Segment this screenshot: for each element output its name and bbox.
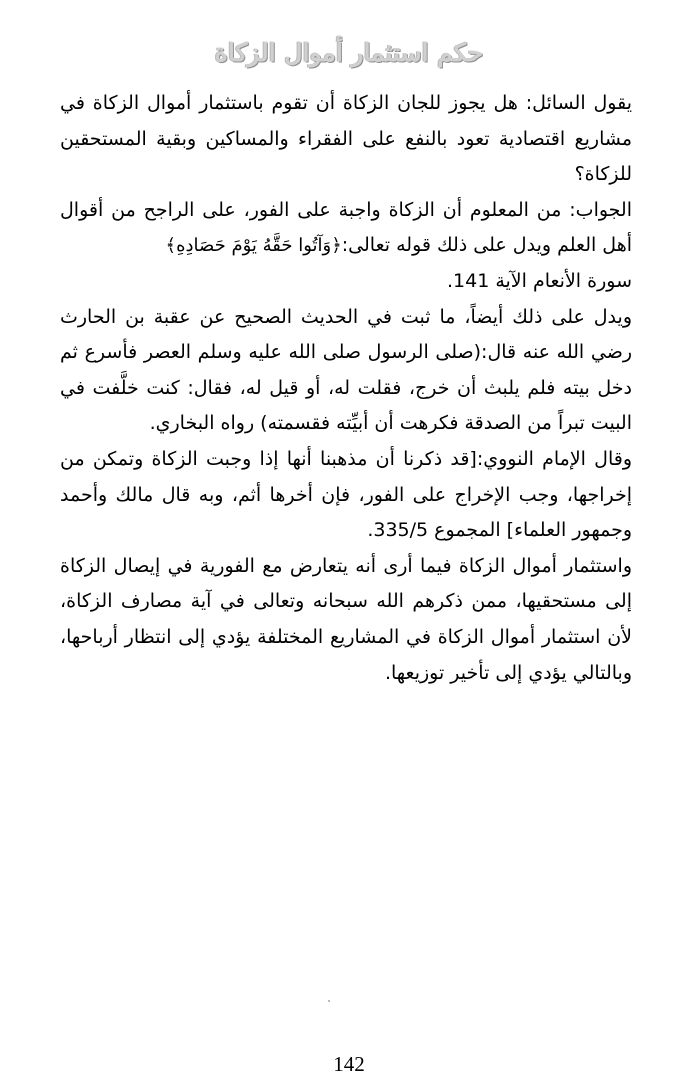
answer-intro: الجواب: من المعلوم أن الزكاة واجبة على الفور، على الراجح من أقوال أهل العلم ويدل على ذلك قوله تعالى: [60, 198, 632, 257]
scan-dot [328, 1000, 330, 1002]
answer-paragraph [60, 193, 632, 264]
nawawi-paragraph: وقال الإمام النووي:[قد ذكرنا أن مذهبنا أنها إذا وجبت الزكاة وتمكن من إخراجها، وجب الإخراج على الفور، فإن أخرها أثم، وبه قال مالك وأحمد وجمهور العلماء] المجموع 335/5. [60, 447, 632, 542]
conclusion-paragraph: واستثمار أموال الزكاة فيما أرى أنه يتعارض مع الفورية في إيصال الزكاة إلى مستحقيها، ممن ذكرهم الله سبحانه وتعالى في آية مصارف الزكاة، لأن استثمار أموال الزكاة في المشاريع المختلفة يؤدي إلى انتظار أرباحها، وبالتالي يؤدي إلى تأخير توزيعها. [60, 554, 632, 684]
hadith-paragraph: ويدل على ذلك أيضاً، ما ثبت في الحديث الصحيح عن عقبة بن الحارث رضي الله عنه قال:(صلى الرسول صلى الله عليه وسلم العصر فأسرع ثم دخل بيته فلم يلبث أن خرج، فقلت له، أو قيل له، فقال: كنت خلَّفت في البيت تبراً من الصدقة فكرهت أن أبيِّته فقسمته) رواه البخاري. [60, 305, 632, 435]
question-paragraph: يقول السائل: هل يجوز للجان الزكاة أن تقوم باستثمار أموال الزكاة في مشاريع اقتصادية تعود بالنفع على الفقراء والمساكين وبقية المستحقين للزكاة؟ [60, 92, 632, 186]
page-title: حكم استثمار أموال الزكاة [214, 38, 484, 67]
body-text [60, 86, 632, 691]
verse-reference: سورة الأنعام الآية 141. [446, 269, 632, 292]
page-number: 142 [333, 1052, 365, 1076]
quran-verse: ﴿وَآتُوا حَقَّهُ يَوْمَ حَصَادِهِ﴾ [165, 235, 342, 257]
